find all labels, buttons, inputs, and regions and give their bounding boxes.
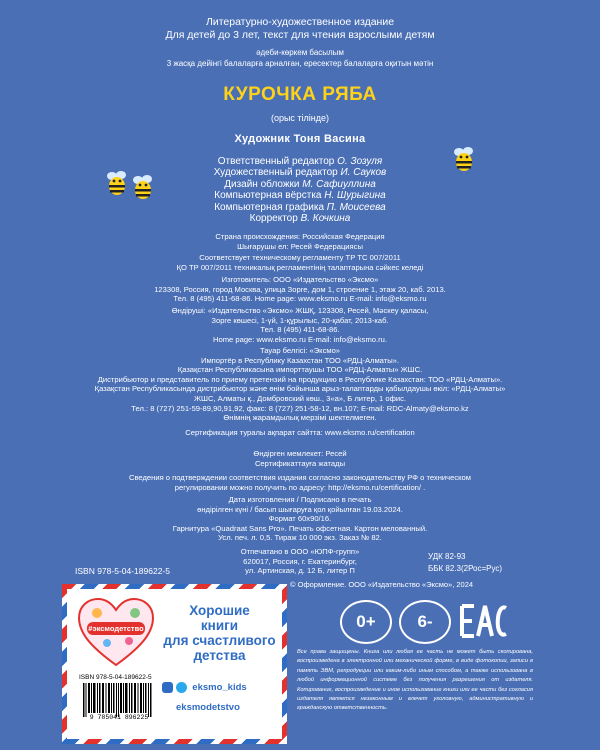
text-line: ЖШС, Алматы қ., Домбровский көш., 3«а», Б литер, 1 офис.: [193, 393, 407, 403]
text-line: Отпечатано в ООО «ЮПФ-групп»: [240, 547, 360, 556]
text-line: Сертификаттауға жатады: [254, 458, 346, 468]
text-line: ҚО ТР 007/2011 техникалық регламентінің талаптарына сәйкес келеді: [176, 262, 424, 272]
text-line: Усл. печ. л. 0,5. Тираж 10 000 экз. Заказ № 82.: [218, 533, 382, 543]
text-line: Изготовитель: ООО «Издательство «Эксмо»: [221, 275, 379, 284]
social-handle: eksmo_kids: [192, 682, 247, 694]
social-handle-2[interactable]: eksmodetstvo: [176, 702, 240, 713]
edition-line: Для детей до 3 лет, текст для чтения взрослыми детям: [165, 29, 435, 41]
credits-list: [0, 156, 600, 224]
text-line: Тауар белгісі: «Эксмо»: [259, 346, 341, 355]
text-line: Сертификация туралы ақпарат сайтта: www.eksmo.ru/certification: [185, 428, 415, 437]
origin-info: [60, 232, 540, 251]
copyright-notice: © Оформление. ООО «Издательство «Эксмо», 2024: [290, 580, 474, 589]
heart-logo-icon: [77, 597, 155, 667]
age-rating-badge: 0+: [340, 600, 392, 644]
barcode: [79, 674, 159, 732]
country-info: [60, 449, 540, 468]
certification-info: [60, 428, 540, 438]
text-line: Дистрибьютор и представитель по приему претензий на продукцию в Республике Казахстан: ТОО «РДЦ-Алматы».: [97, 374, 503, 384]
edition-line: Литературно-художественное издание: [205, 16, 395, 28]
vk-icon: [162, 682, 173, 693]
text-line: Қазақстан Республикасына импорттаушы ТОО «РДЦ-Алматы» ЖШС.: [177, 365, 423, 375]
social-vk-instagram[interactable]: [162, 682, 280, 693]
maker-info: [60, 275, 540, 304]
age-rating-badge-secondary: 6-: [399, 600, 451, 644]
text-line: Страна происхождения: Российская Федерация: [215, 232, 385, 241]
text-line: Гарнитура «Quadraat Sans Pro». Печать офсетная. Картон мелованный.: [172, 523, 428, 533]
text-line: Зорге көшесі, 1-үй, 1-құрылыс, 20-қабат, 2013-каб.: [211, 315, 389, 325]
artist-credit: Художник Тоня Васина: [234, 133, 366, 145]
credit-line: Художественный редактор И. Сауков: [213, 167, 387, 179]
text-line: Формат 60х90/16.: [268, 514, 332, 524]
conformity-info: [60, 253, 540, 272]
credit-line: Дизайн обложки М. Сафиуллина: [224, 178, 376, 190]
heart-label: #эксмодетство: [88, 624, 144, 633]
text-line: Тел. 8 (495) 411-68-86.: [260, 325, 340, 335]
conformity-source: [60, 473, 540, 492]
text-line: Тел. 8 (495) 411-68-86. Home page: www.eksmo.ru E-mail: info@eksmo.ru: [173, 294, 427, 304]
text-line: Өндіруші: «Издательство «Эксмо» ЖШҚ, 123308, Ресей, Мәскеу қаласы,: [171, 306, 429, 315]
edition-line-kz: әдеби-көркем басылым: [256, 48, 344, 57]
text-line: ул. Артинская, д. 12 Б, литер П: [245, 566, 355, 576]
credit-line: Ответственный редактор О. Зозуля: [217, 156, 383, 167]
book-subtitle: (орыс тілінде): [270, 113, 330, 123]
text-line: өндірілген күні / басып шығаруға қол қойылған 19.03.2024.: [197, 504, 403, 514]
text-line: Импортёр в Республику Казахстан ТОО «РДЦ-Алматы».: [200, 355, 399, 365]
isbn-number: ISBN 978-5-04-189622-5: [75, 566, 170, 576]
promo-card: [67, 589, 282, 739]
udk-code: УДК 82-93: [428, 552, 466, 561]
edition-info-kz: [0, 47, 600, 69]
text-line: регулировании можно получить по адресу: http://eksmo.ru/certification/ .: [174, 482, 426, 492]
rights-notice: Все права защищены. Книга или любая ее часть не может быть скопирована, воспроизведена в электронной или механической форме, в виде фотокопии, записи в память ЭВМ, репродукции или каким-либо иным способом, а также использована в любой информационной системе без получения разрешения от издателя. Копирование, воспроизведение и иное использование книги или ее части без согласия издателя является незаконным и влечет уголовную, административную и гражданскую ответственность.: [297, 649, 533, 712]
promo-title: [162, 603, 277, 663]
book-title: КУРОЧКА РЯБА: [223, 84, 377, 105]
text-line: Соответствует техническому регламенту ТР ТС 007/2011: [199, 253, 401, 262]
promo-title-line: книги: [200, 618, 239, 633]
promo-title-line: Хорошие: [189, 603, 250, 618]
credit-line: Компьютерная графика П. Моисеева: [214, 201, 386, 213]
text-line: Сведения о подтверждении соответствия издания согласно законодательству РФ о техническом: [129, 473, 471, 482]
bee-icon: [130, 172, 156, 202]
bee-icon: [451, 144, 477, 174]
text-line: Шығарушы ел: Ресей Федерациясы: [237, 241, 363, 251]
text-line: Дата изготовления / Подписано в печать: [228, 495, 372, 504]
text-line: Өнімнің жарамдылық мерзімі шектелмеген.: [223, 413, 377, 423]
credit-line: Корректор В. Кочкина: [249, 213, 351, 225]
classification-codes: [428, 551, 502, 575]
credit-line: Компьютерная вёрстка Н. Шурыгина: [214, 190, 386, 202]
bbk-code: ББК 82.3(2Рос=Рус): [428, 564, 503, 573]
maker-info-kz: [60, 306, 540, 344]
text-line: 620017, Россия, г. Екатеринбург,: [243, 556, 357, 566]
distributor-info: [60, 346, 540, 423]
text-line: Қазақстан Республикасында дистрибьютор және өнім бойынша арыз-талаптарды қабылдаушы өкіл: «РДЦ-Алматы»: [94, 384, 506, 394]
edition-line-kz: 3 жасқа дейінгі балаларға арналған, ересектер балаларға оқитын мәтін: [166, 59, 434, 68]
promo-title-line: детства: [193, 648, 246, 663]
eac-mark-icon: [458, 600, 508, 642]
text-line: Home page: www.eksmo.ru E-mail: info@eksmo.ru.: [213, 334, 387, 344]
barcode-digits: 9 785041 896225: [89, 714, 149, 721]
edition-info: [0, 16, 600, 42]
bee-icon: [104, 168, 130, 198]
print-info: [60, 495, 540, 543]
telegram-icon: [176, 682, 187, 693]
text-line: Тел.: 8 (727) 251-59-89,90,91,92, факс: 8 (727) 251-58-12, вн.107; E-mail: RDC-Almaty@eksmo.kz: [131, 403, 469, 413]
barcode-isbn: ISBN 978-5-04-189622-5: [79, 674, 152, 681]
text-line: Өндірген мемлекет: Ресей: [253, 449, 347, 458]
promo-title-line: для счастливого: [163, 633, 276, 648]
text-line: 123308, Россия, город Москва, улица Зорге, дом 1, строение 1, этаж 20, каб. 2013.: [154, 284, 446, 294]
